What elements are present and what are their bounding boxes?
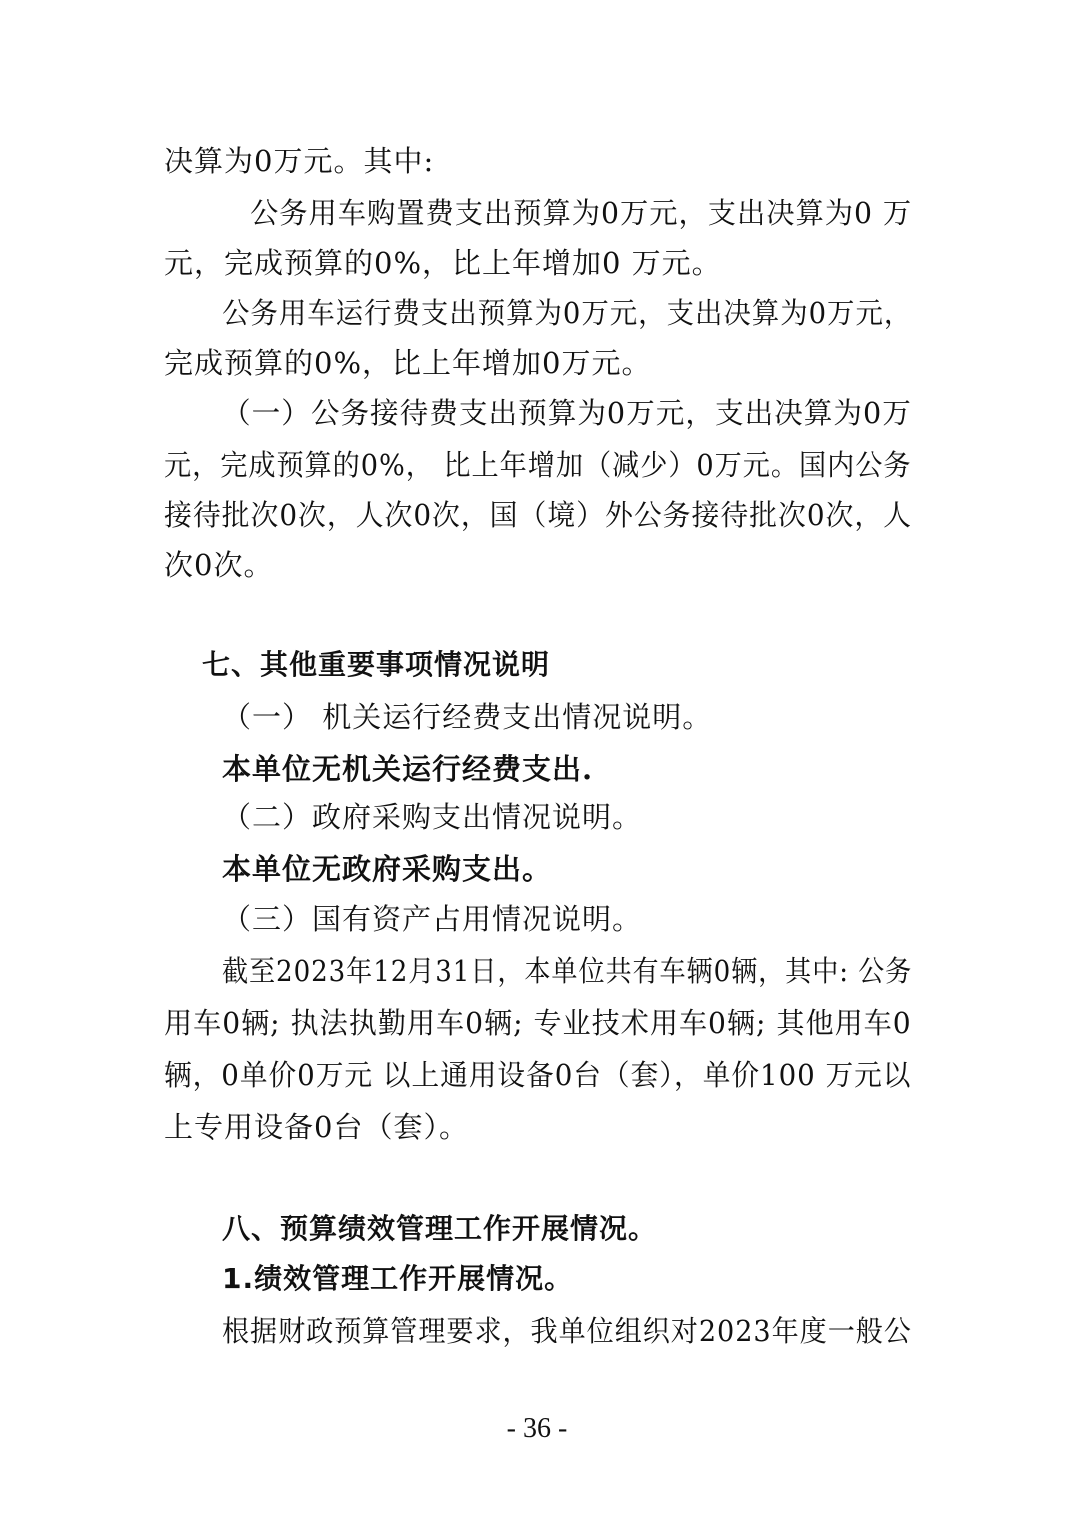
body-line: 辆，0单价0万元 以上通用设备0台（套），单价100 万元以 — [164, 1058, 912, 1092]
body-line: 决算为0万元。其中: — [164, 144, 435, 178]
body-line: 完成预算的0%，比上年增加0万元。 — [164, 346, 652, 380]
body-line: 根据财政预算管理要求，我单位组织对2023年度一般公 — [222, 1314, 912, 1348]
bold-statement: 本单位无机关运行经费支出. — [222, 752, 594, 786]
body-line: 次0次。 — [164, 548, 274, 582]
bold-statement: 本单位无政府采购支出。 — [222, 852, 553, 886]
body-line: 上专用设备0台（套）。 — [164, 1110, 469, 1144]
body-line: 截至2023年12月31日，本单位共有车辆0辆，其中: 公务 — [222, 954, 913, 988]
body-line: （一）公务接待费支出预算为0万元，支出决算为0万 — [222, 396, 912, 430]
subsection-heading: （二）政府采购支出情况说明。 — [222, 800, 643, 834]
section-heading-7: 七、其他重要事项情况说明 — [202, 648, 551, 681]
page-number: - 36 - — [506, 1413, 568, 1444]
body-line: 用车0辆; 执法执勤用车0辆; 专业技术用车0辆; 其他用车0 — [164, 1006, 912, 1040]
body-line: 元，完成预算的0%， 比上年增加（减少）0万元。国内公务 — [164, 448, 912, 482]
section-heading-8: 八、预算绩效管理工作开展情况。 — [222, 1212, 658, 1245]
subsection-heading: （一） 机关运行经费支出情况说明。 — [222, 700, 713, 734]
body-line: 公务用车购置费支出预算为0万元，支出决算为0 万 — [250, 196, 913, 230]
subsection-heading: （三）国有资产占用情况说明。 — [222, 902, 643, 936]
body-line: 元，完成预算的0%，比上年增加0 万元。 — [164, 246, 722, 280]
body-line: 接待批次0次，人次0次，国（境）外公务接待批次0次，人 — [164, 498, 913, 532]
body-line: 公务用车运行费支出预算为0万元，支出决算为0万元， — [222, 296, 913, 330]
subsection-heading-bold: 1.绩效管理工作开展情况。 — [222, 1262, 574, 1295]
